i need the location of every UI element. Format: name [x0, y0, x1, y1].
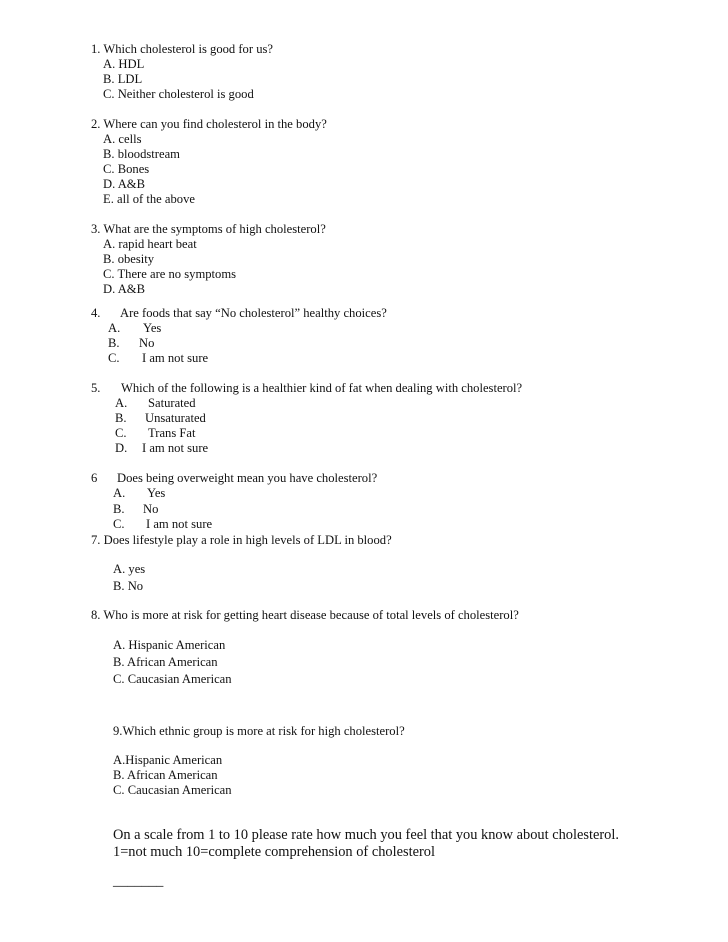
- answer-option: B. obesity: [103, 252, 155, 266]
- answer-option: C. Caucasian American: [113, 783, 232, 797]
- answer-option: C. Neither cholesterol is good: [103, 87, 254, 101]
- option-letter: D.: [115, 441, 128, 455]
- option-letter: A.: [113, 486, 126, 500]
- option-text: I am not sure: [142, 441, 209, 455]
- answer-option: A.Hispanic American: [113, 753, 223, 767]
- answer-option: B. African American: [113, 655, 218, 669]
- answer-option: B. LDL: [103, 72, 143, 86]
- option-letter: A.: [108, 321, 121, 335]
- option-letter: A.: [115, 396, 128, 410]
- option-text: No: [143, 502, 159, 516]
- option-text: Yes: [147, 486, 166, 500]
- question-prompt: 1. Which cholesterol is good for us?: [91, 42, 273, 56]
- option-letter: B.: [108, 336, 120, 350]
- question-number: 4.: [91, 306, 101, 320]
- question-prompt: 3. What are the symptoms of high cholesterol?: [91, 222, 326, 236]
- question-prompt: 8. Who is more at risk for getting heart disease because of total levels of cholesterol?: [91, 608, 519, 622]
- option-letter: C.: [115, 426, 127, 440]
- answer-option: A. Hispanic American: [113, 638, 226, 652]
- question-prompt: Does being overweight mean you have cholesterol?: [117, 471, 378, 485]
- question-number: 5.: [91, 381, 101, 395]
- option-text: Trans Fat: [148, 426, 196, 440]
- answer-option: B. bloodstream: [103, 147, 180, 161]
- answer-option: B. No: [113, 579, 144, 593]
- option-text: Unsaturated: [145, 411, 206, 425]
- rating-prompt: On a scale from 1 to 10 please rate how much you feel that you know about cholesterol.: [113, 827, 619, 843]
- answer-option: D. A&B: [103, 282, 145, 296]
- option-letter: C.: [108, 351, 120, 365]
- option-text: Saturated: [148, 396, 196, 410]
- option-text: I am not sure: [146, 517, 213, 531]
- option-text: Yes: [143, 321, 162, 335]
- question-prompt: Which of the following is a healthier kind of fat when dealing with cholesterol?: [121, 381, 523, 395]
- answer-option: C. There are no symptoms: [103, 267, 237, 281]
- answer-option: A. rapid heart beat: [103, 237, 197, 251]
- answer-option: B. African American: [113, 768, 218, 782]
- rating-answer-blank[interactable]: _______: [113, 873, 164, 889]
- rating-scale-legend: 1=not much 10=complete comprehension of cholesterol: [113, 844, 435, 860]
- question-prompt: 9.Which ethnic group is more at risk for high cholesterol?: [113, 724, 405, 738]
- answer-option: C. Bones: [103, 162, 150, 176]
- answer-option: A. HDL: [103, 57, 145, 71]
- question-prompt: Are foods that say “No cholesterol” healthy choices?: [120, 306, 387, 320]
- option-text: No: [139, 336, 155, 350]
- option-text: I am not sure: [142, 351, 209, 365]
- option-letter: B.: [113, 502, 125, 516]
- option-letter: C.: [113, 517, 125, 531]
- question-prompt: 7. Does lifestyle play a role in high levels of LDL in blood?: [91, 533, 392, 547]
- answer-option: A. cells: [103, 132, 142, 146]
- answer-option: A. yes: [113, 562, 146, 576]
- question-number: 6: [91, 471, 98, 485]
- answer-option: D. A&B: [103, 177, 145, 191]
- answer-option: E. all of the above: [103, 192, 195, 206]
- answer-option: C. Caucasian American: [113, 672, 232, 686]
- question-prompt: 2. Where can you find cholesterol in the body?: [91, 117, 327, 131]
- option-letter: B.: [115, 411, 127, 425]
